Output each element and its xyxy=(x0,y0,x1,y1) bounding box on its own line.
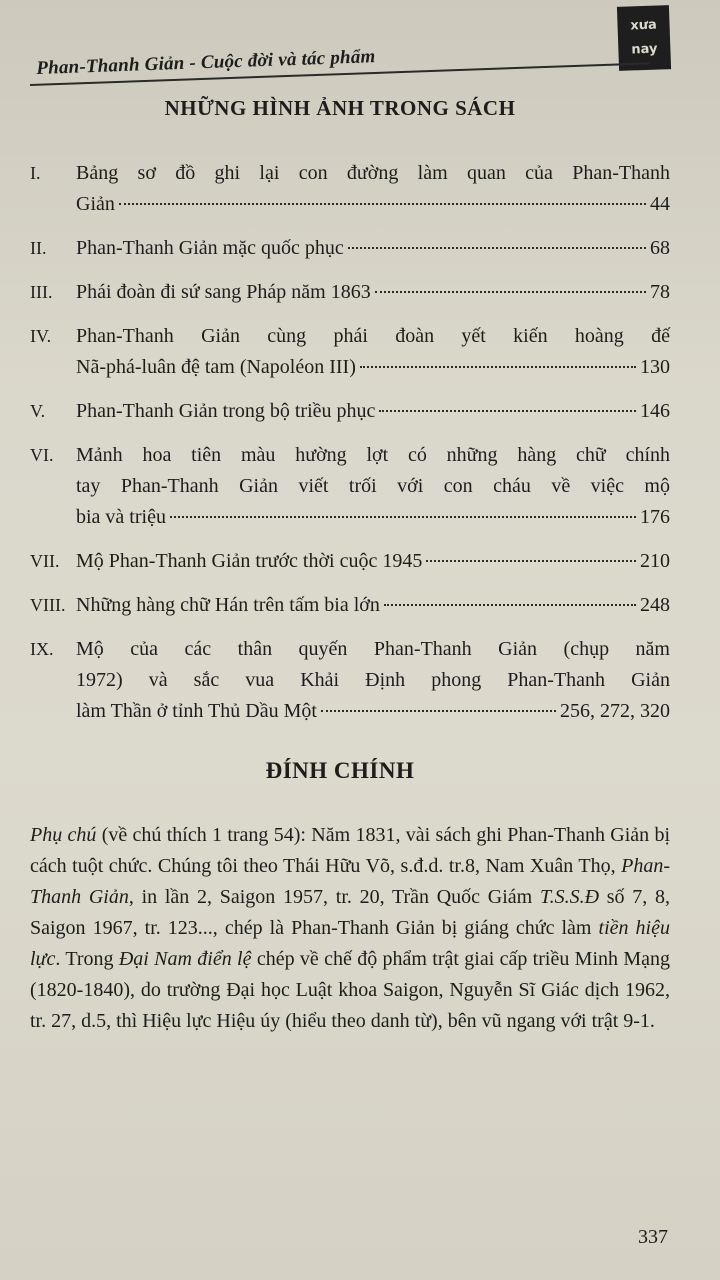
dot-leader xyxy=(375,291,646,293)
toc-caption-text: bia và triệu xyxy=(76,506,166,528)
toc-caption-last-line xyxy=(76,502,670,533)
toc-caption-text: Những hàng chữ Hán trên tấm bia lớn xyxy=(76,594,380,616)
toc-item-number: VII. xyxy=(30,551,60,571)
toc-caption-last-line xyxy=(76,396,670,427)
toc-caption-text: Nã-phá-luân đệ tam (Napoléon III) xyxy=(76,356,356,378)
toc-caption-text: Phái đoàn đi sứ sang Pháp năm 1863 xyxy=(76,281,371,303)
toc-item-number: II. xyxy=(30,238,47,258)
bleed-through-text xyxy=(630,1070,720,1190)
toc-caption-last-line xyxy=(76,277,670,308)
dot-leader xyxy=(426,560,636,562)
toc-item-caption xyxy=(76,321,670,383)
dot-leader xyxy=(379,410,636,412)
errata-italic-segment: Phan-Thanh Giản xyxy=(30,855,670,908)
toc-page-number: 256, 272, 320 xyxy=(560,700,670,722)
errata-text xyxy=(30,820,670,1037)
errata-italic-segment: Phụ chú xyxy=(30,824,97,846)
illustrations-heading: NHỮNG HÌNH ẢNH TRONG SÁCH xyxy=(164,96,516,120)
errata-italic-segment: Đại Nam điển lệ xyxy=(118,948,252,970)
dot-leader xyxy=(348,247,646,249)
toc-item-number: V. xyxy=(30,401,46,421)
toc-item-number: IV. xyxy=(30,326,52,346)
toc-item-caption xyxy=(76,396,670,427)
toc-item-caption xyxy=(76,233,670,264)
toc-caption-line: Mộ của các thân quyến Phan-Thanh Giản (chụp năm xyxy=(76,638,670,660)
toc-item-number: VIII. xyxy=(30,595,66,615)
errata-segment: , in lần 2, Saigon 1957, tr. 20, Trần Quốc Giám xyxy=(128,886,540,908)
toc-page-number: 210 xyxy=(640,550,670,572)
toc-item-caption xyxy=(76,277,670,308)
toc-caption-text: Phan-Thanh Giản mặc quốc phục xyxy=(76,237,344,259)
toc-page-number: 68 xyxy=(650,237,670,259)
toc-caption-line: Mảnh hoa tiên màu hường lợt có những hàng chữ chính xyxy=(76,444,670,466)
toc-caption-line: Phan-Thanh Giản cùng phái đoàn yết kiến hoàng đế xyxy=(76,325,670,347)
dot-leader xyxy=(170,516,636,518)
toc-caption-text: làm Thần ở tỉnh Thủ Dầu Một xyxy=(76,700,317,722)
toc-item-number: III. xyxy=(30,282,53,302)
toc-caption-last-line xyxy=(76,352,670,383)
errata-segment: số 7, 8, Saigon 1967, tr. 123..., chép là Phan-Thanh Giản bị giáng chức làm xyxy=(30,886,671,939)
dot-leader xyxy=(360,366,636,368)
logo-text: xưa nay xyxy=(630,17,658,58)
toc-caption-line: tay Phan-Thanh Giản viết trối với con cháu về việc mộ xyxy=(76,475,670,497)
toc-caption-last-line xyxy=(76,189,670,220)
toc-caption-line: 1972) và sắc vua Khải Định phong Phan-Thanh Giản xyxy=(76,669,670,691)
toc-item-caption xyxy=(76,546,670,577)
toc-item-caption xyxy=(76,590,670,621)
toc-page-number: 78 xyxy=(650,281,670,303)
dot-leader xyxy=(384,604,636,606)
toc-item-caption xyxy=(76,440,670,533)
toc-item-number: IX. xyxy=(30,639,54,659)
toc-caption-text: Mộ Phan-Thanh Giản trước thời cuộc 1945 xyxy=(76,550,423,572)
toc-caption-text: Phan-Thanh Giản trong bộ triều phục xyxy=(76,400,376,422)
toc-caption-last-line xyxy=(76,546,670,577)
dot-leader xyxy=(119,203,646,205)
toc-item-caption xyxy=(76,634,670,727)
toc-item-number: I. xyxy=(30,163,41,183)
page-number: 337 xyxy=(638,1226,668,1248)
toc-item-number: VI. xyxy=(30,445,54,465)
toc-page-number: 248 xyxy=(640,594,670,616)
toc-caption-last-line xyxy=(76,696,670,727)
toc-caption-last-line xyxy=(76,233,670,264)
errata-heading: ĐÍNH CHÍNH xyxy=(265,758,415,783)
toc-page-number: 44 xyxy=(650,193,670,215)
toc-caption-last-line xyxy=(76,590,670,621)
toc-page-number: 130 xyxy=(640,356,670,378)
toc-caption-line: Bảng sơ đồ ghi lại con đường làm quan của Phan-Thanh xyxy=(76,162,670,184)
toc-item-caption xyxy=(76,158,670,220)
errata-italic-segment: tiền hiệu lực xyxy=(30,917,670,970)
running-header: Phan-Thanh Giản - Cuộc đời và tác phẩm xyxy=(36,46,376,79)
publisher-logo xyxy=(617,5,671,71)
errata-segment: . Trong xyxy=(55,948,119,970)
errata-italic-segment: T.S.S.Đ xyxy=(539,886,600,908)
toc-page-number: 146 xyxy=(640,400,670,422)
dot-leader xyxy=(321,710,556,712)
errata-segment: (về chú thích 1 trang 54): Năm 1831, vài sách ghi Phan-Thanh Giản bị cách tuột chức. Chúng tôi theo Thái Hữu Võ, s.đ.d. tr.8, Nam Xuân Thọ, xyxy=(30,824,671,877)
toc-page-number: 176 xyxy=(640,506,670,528)
errata-segment: chép về chế độ phẩm trật giai cấp triều Minh Mạng (1820-1840), do trường Đại học Luật khoa Saigon, Nguyễn Sĩ Giác dịch 1962, tr. 27, d.5, thì Hiệu lực Hiệu úy (hiểu theo danh từ), bên vũ ngang với trật 9-1. xyxy=(30,948,670,1032)
toc-caption-text: Giản xyxy=(76,193,115,215)
